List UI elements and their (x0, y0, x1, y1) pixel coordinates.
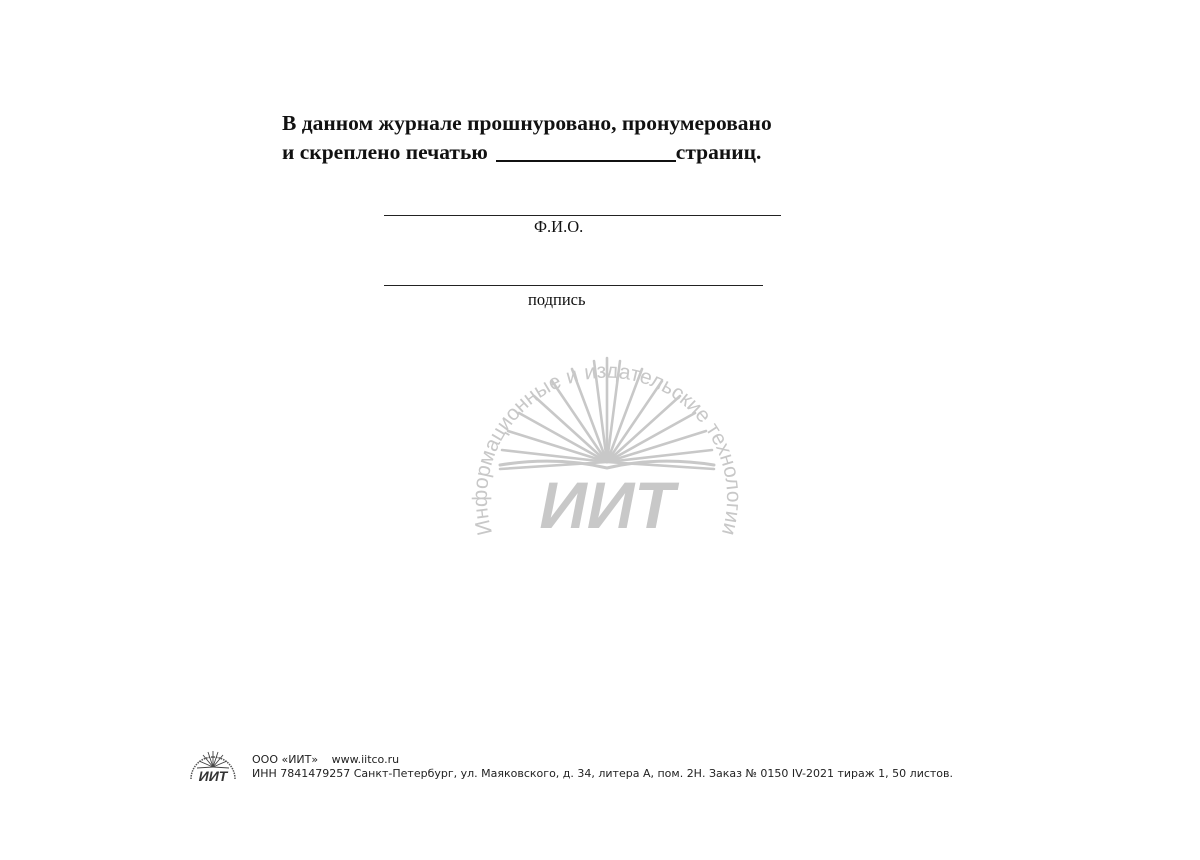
imprint-details: ИНН 7841479257 Санкт-Петербург, ул. Маяковского, д. 34, литера А, пом. 2Н. Заказ № 0150 IV-2021 тираж 1, 50 листов. (252, 767, 954, 780)
statement-text (282, 109, 772, 167)
footer-logo-letters: ИИТ (198, 768, 228, 784)
fio-caption: Ф.И.О. (534, 217, 584, 236)
statement-line-1: В данном журнале прошнуровано, пронумеровано (282, 111, 772, 135)
company-name: ООО «ИИТ» (252, 753, 319, 766)
website-link[interactable]: www.iitco.ru (331, 753, 400, 766)
statement-line-2-start: и скреплено печатью (282, 140, 488, 164)
footer-logo (185, 741, 241, 785)
watermark-letters: ИИТ (539, 468, 675, 542)
statement-line-2-end: страниц. (675, 140, 762, 164)
signature-line[interactable] (384, 285, 763, 286)
page-count-blank[interactable] (496, 138, 676, 162)
imprint (252, 753, 953, 781)
signature-caption: подпись (528, 290, 586, 309)
watermark-logo (456, 318, 758, 550)
watermark-arc-text: Информационные и издательские технологии (468, 359, 746, 538)
fio-line[interactable] (384, 215, 781, 216)
statement-line-2 (282, 138, 772, 167)
imprint-line-1 (252, 753, 953, 767)
